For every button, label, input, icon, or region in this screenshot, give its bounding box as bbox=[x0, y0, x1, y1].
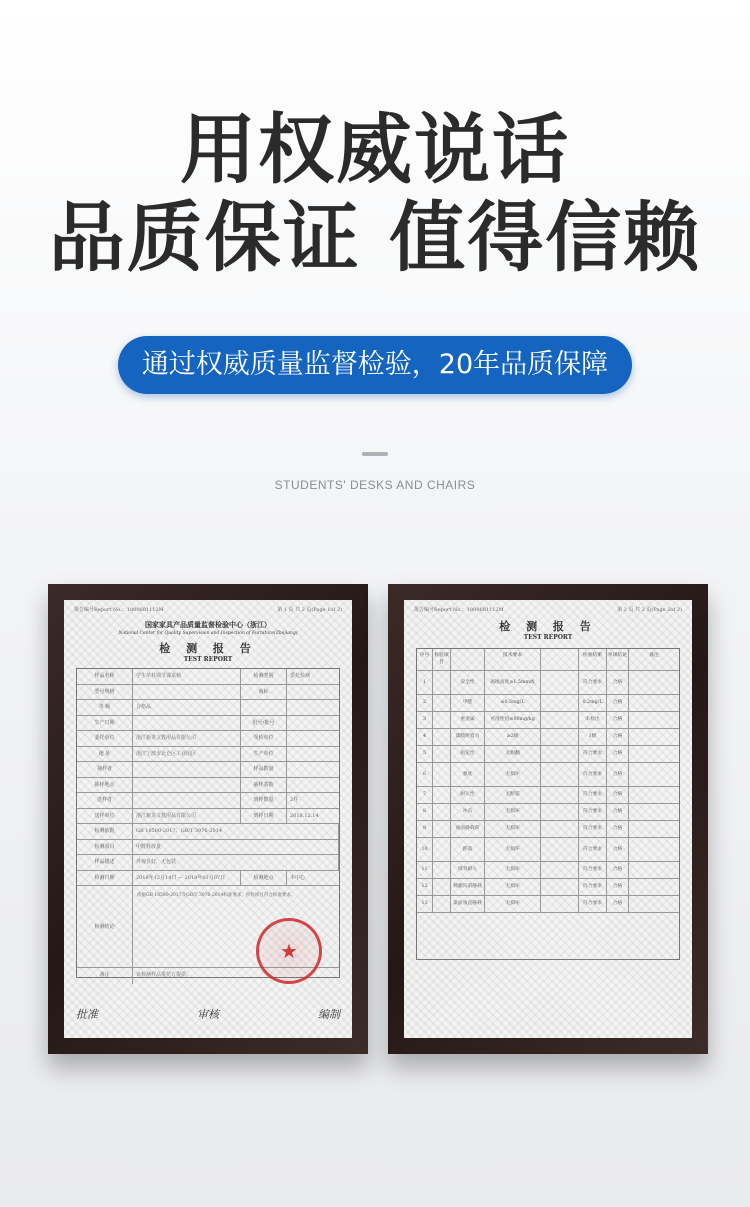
form-key: 抽样地点 bbox=[77, 778, 133, 793]
form-row bbox=[77, 700, 339, 716]
right-certificate-paper bbox=[404, 600, 692, 1038]
form-row bbox=[77, 762, 339, 778]
form-value: 学生单柱调节课桌椅 bbox=[133, 669, 241, 684]
form-value bbox=[133, 716, 241, 731]
table-cell bbox=[433, 787, 451, 803]
form-value bbox=[133, 762, 241, 777]
table-cell bbox=[433, 729, 451, 745]
table-cell: 合格 bbox=[607, 746, 629, 762]
table-cell: 合格 bbox=[607, 763, 629, 786]
form-row bbox=[77, 731, 339, 747]
form-key: 送样单位 bbox=[77, 809, 133, 824]
form-row bbox=[77, 809, 339, 825]
headline-line1: 用权威说话 bbox=[180, 105, 570, 194]
table-cell bbox=[433, 671, 451, 694]
right-certificate-frame bbox=[388, 584, 708, 1054]
form-key: 生产日期 bbox=[77, 716, 133, 731]
table-cell: 0.2mg/L bbox=[579, 695, 607, 711]
conclusion-text: 依据GB 18580-2017及GB/T 3976-2014标准要求，所检项目符合标准要求。 bbox=[137, 893, 296, 898]
table-cell bbox=[629, 821, 679, 837]
table-cell bbox=[433, 862, 451, 878]
form-key: 检测类别 bbox=[241, 669, 287, 684]
form-key: 地 址 bbox=[77, 747, 133, 762]
table-cell: 12 bbox=[417, 879, 433, 895]
table-cell: 合格 bbox=[607, 879, 629, 895]
form-key: 商标 bbox=[241, 685, 287, 700]
form-value bbox=[133, 793, 241, 808]
form-key: 受检单位 bbox=[241, 731, 287, 746]
left-certificate-frame bbox=[48, 584, 368, 1054]
table-cell: 椅腿向前静载 bbox=[451, 879, 485, 895]
table-cell: 椅背耐久 bbox=[451, 862, 485, 878]
table-cell bbox=[433, 763, 451, 786]
table-cell: 符合要求 bbox=[579, 787, 607, 803]
form-key: 样品数量 bbox=[241, 762, 287, 777]
form-value bbox=[287, 716, 339, 731]
table-cell bbox=[541, 838, 579, 861]
table-cell: 2 bbox=[417, 695, 433, 711]
conclusion-label: 检测结论 bbox=[77, 886, 133, 967]
form-row bbox=[77, 824, 339, 840]
table-cell bbox=[541, 862, 579, 878]
form-value: 外观良好，无包装 bbox=[133, 855, 339, 870]
table-cell: 安全性 bbox=[451, 671, 485, 694]
form-row bbox=[77, 871, 339, 887]
table-cell: ≥2级 bbox=[485, 729, 541, 745]
table-cell: 13 bbox=[417, 896, 433, 912]
table-header-cell bbox=[451, 649, 485, 670]
form-value: 甲醛释放量 bbox=[133, 840, 339, 855]
form-key: 型号规格 bbox=[77, 685, 133, 700]
table-row bbox=[417, 804, 679, 821]
form-key: 检测日期 bbox=[77, 871, 133, 886]
table-cell: 座面静载荷 bbox=[451, 821, 485, 837]
table-cell: 离地高度≥1.5mm或 bbox=[485, 671, 541, 694]
section-subtitle: STUDENTS' DESKS AND CHAIRS bbox=[274, 478, 476, 492]
table-cell: 符合要求 bbox=[579, 879, 607, 895]
left-report-title: 检 测 报 告 bbox=[159, 642, 257, 655]
table-cell: ≤0.5mg/L bbox=[485, 695, 541, 711]
table-cell: 无断裂 bbox=[485, 787, 541, 803]
form-row bbox=[77, 716, 339, 732]
form-key: 检测地点 bbox=[241, 871, 287, 886]
form-key: 样品名称 bbox=[77, 669, 133, 684]
table-cell: 1级 bbox=[579, 729, 607, 745]
table-cell: 无损坏 bbox=[485, 804, 541, 820]
table-cell: 符合要求 bbox=[579, 862, 607, 878]
table-cell bbox=[433, 804, 451, 820]
table-header-cell: 检验结果 bbox=[579, 649, 607, 670]
table-row bbox=[417, 695, 679, 712]
table-cell bbox=[541, 729, 579, 745]
table-cell bbox=[433, 879, 451, 895]
right-report-title-en: TEST REPORT bbox=[523, 634, 573, 641]
table-cell: 符合要求 bbox=[579, 838, 607, 861]
table-cell: 合格 bbox=[607, 838, 629, 861]
table-cell bbox=[629, 746, 679, 762]
table-cell bbox=[541, 763, 579, 786]
table-row bbox=[417, 879, 679, 896]
signature-row bbox=[76, 998, 340, 1022]
table-row bbox=[417, 763, 679, 787]
table-cell: 符合要求 bbox=[579, 804, 607, 820]
table-row bbox=[417, 671, 679, 695]
form-key: 委托单位 bbox=[77, 731, 133, 746]
form-value bbox=[133, 778, 241, 793]
form-value bbox=[287, 731, 339, 746]
form-value: 浙江新龙文教用品有限公司 bbox=[133, 731, 241, 746]
remarks-label: 备注 bbox=[77, 968, 133, 984]
table-cell bbox=[629, 879, 679, 895]
form-value bbox=[287, 778, 339, 793]
table-cell: 1 bbox=[417, 671, 433, 694]
table-header-cell: 检验项目 bbox=[433, 649, 451, 670]
divider-dash bbox=[362, 452, 388, 456]
table-header-cell: 技术要求 bbox=[485, 649, 541, 670]
form-value bbox=[287, 700, 339, 715]
approved-signature: 批准 bbox=[76, 1008, 98, 1021]
table-cell: 漆膜附着力 bbox=[451, 729, 485, 745]
form-row bbox=[77, 685, 339, 701]
table-cell: 11 bbox=[417, 862, 433, 878]
table-cell bbox=[541, 746, 579, 762]
table-cell: 9 bbox=[417, 821, 433, 837]
table-cell: 符合要求 bbox=[579, 763, 607, 786]
form-key: 等 级 bbox=[77, 700, 133, 715]
table-body bbox=[417, 671, 679, 913]
table-cell: 合格 bbox=[607, 787, 629, 803]
table-cell bbox=[541, 879, 579, 895]
table-cell: 重金属 bbox=[451, 712, 485, 728]
table-cell: 桌面垂直静载 bbox=[451, 896, 485, 912]
left-center-name-en: National Center for Quality Supervision and Inspection of Furniture(Zhejiang) bbox=[118, 631, 298, 636]
table-cell bbox=[541, 712, 579, 728]
table-header-row bbox=[417, 649, 679, 671]
form-key: 抽样者 bbox=[77, 762, 133, 777]
table-cell: 符合要求 bbox=[579, 896, 607, 912]
table-cell: 跌落 bbox=[451, 838, 485, 861]
table-cell: 耐久性 bbox=[451, 787, 485, 803]
form-value bbox=[287, 762, 339, 777]
table-cell: 7 bbox=[417, 787, 433, 803]
table-header-cell bbox=[541, 649, 579, 670]
form-value bbox=[287, 685, 339, 700]
table-cell: 无损坏 bbox=[485, 821, 541, 837]
form-value: 本中心 bbox=[290, 874, 306, 881]
results-table bbox=[416, 648, 680, 960]
table-row bbox=[417, 862, 679, 879]
form-value: 浙江宁波市北仑区工业园区 bbox=[133, 747, 241, 762]
seal-star-icon: ★ bbox=[280, 939, 298, 963]
table-cell: 冲击 bbox=[451, 804, 485, 820]
table-cell: 强度 bbox=[451, 763, 485, 786]
right-ref-line bbox=[414, 606, 682, 613]
table-cell bbox=[541, 804, 579, 820]
left-report-title-en: TEST REPORT bbox=[183, 656, 233, 663]
form-row bbox=[77, 855, 339, 871]
table-cell bbox=[541, 671, 579, 694]
table-cell: 10 bbox=[417, 838, 433, 861]
table-cell bbox=[629, 804, 679, 820]
table-cell bbox=[433, 712, 451, 728]
right-report-no: 报告编号Report No.：1800681112M bbox=[414, 607, 504, 613]
table-cell bbox=[629, 896, 679, 912]
table-header-cell: 序号 bbox=[417, 649, 433, 670]
table-cell bbox=[433, 746, 451, 762]
table-cell bbox=[541, 695, 579, 711]
headline-line2: 品质保证 值得信赖 bbox=[48, 193, 702, 282]
form-value: 浙江新龙文教用品有限公司 bbox=[133, 809, 241, 824]
left-certificate-paper bbox=[64, 600, 352, 1038]
form-value: 2018.12.14 bbox=[290, 812, 319, 819]
official-seal-stamp bbox=[256, 918, 322, 984]
table-cell: 合格 bbox=[607, 695, 629, 711]
table-cell: 合格 bbox=[607, 712, 629, 728]
left-report-no: 报告编号Report No.：1800681112M bbox=[74, 607, 164, 613]
form-value: 2件 bbox=[290, 797, 299, 803]
table-row bbox=[417, 821, 679, 838]
table-cell: 合格 bbox=[607, 804, 629, 820]
left-ref-line bbox=[74, 606, 342, 613]
table-cell bbox=[629, 862, 679, 878]
form-key: 抽样基数 bbox=[241, 778, 287, 793]
table-cell: 5 bbox=[417, 746, 433, 762]
table-cell bbox=[629, 695, 679, 711]
table-cell: 合格 bbox=[607, 729, 629, 745]
table-cell: 无倾翻 bbox=[485, 746, 541, 762]
table-cell: 无损坏 bbox=[485, 896, 541, 912]
form-row bbox=[77, 778, 339, 794]
form-key: 生产单位 bbox=[241, 747, 287, 762]
form-key: 送样者 bbox=[77, 793, 133, 808]
table-cell bbox=[629, 671, 679, 694]
table-cell: 6 bbox=[417, 763, 433, 786]
compiled-signature: 编制 bbox=[318, 1008, 340, 1021]
table-cell bbox=[541, 787, 579, 803]
form-row bbox=[77, 669, 339, 685]
table-row bbox=[417, 712, 679, 729]
table-cell bbox=[541, 821, 579, 837]
table-row bbox=[417, 838, 679, 862]
table-cell: 合格 bbox=[607, 671, 629, 694]
table-cell bbox=[629, 763, 679, 786]
form-key: 到样日期 bbox=[241, 809, 287, 824]
table-cell bbox=[629, 787, 679, 803]
left-page-no: 第 1 页 共 2 页(Page 1of 2) bbox=[277, 607, 342, 613]
form-key bbox=[241, 700, 287, 715]
form-row bbox=[77, 840, 339, 856]
table-cell: 8 bbox=[417, 804, 433, 820]
remarks-text: 该检测样品委托方提供。 bbox=[136, 972, 192, 978]
right-report-title: 检 测 报 告 bbox=[499, 620, 597, 633]
table-cell bbox=[629, 838, 679, 861]
table-cell: 无损坏 bbox=[485, 879, 541, 895]
form-value: GB 18580-2017、GB/T 3976-2014 bbox=[133, 824, 339, 839]
table-cell bbox=[433, 838, 451, 861]
checked-signature: 审核 bbox=[197, 1008, 219, 1021]
table-cell: 符合要求 bbox=[579, 746, 607, 762]
form-key: 样品描述 bbox=[77, 855, 133, 870]
table-row bbox=[417, 729, 679, 746]
table-cell: 4 bbox=[417, 729, 433, 745]
form-value bbox=[133, 685, 241, 700]
form-value bbox=[287, 747, 339, 762]
form-key: 检测依据 bbox=[77, 824, 133, 839]
table-cell: 可溶性铅≤90mg/kg bbox=[485, 712, 541, 728]
table-cell bbox=[541, 896, 579, 912]
table-cell bbox=[433, 695, 451, 711]
table-cell bbox=[433, 896, 451, 912]
table-cell: 稳定性 bbox=[451, 746, 485, 762]
form-value: 合格品 bbox=[133, 700, 241, 715]
table-cell: 3 bbox=[417, 712, 433, 728]
table-header-cell: 单项结论 bbox=[607, 649, 629, 670]
table-row bbox=[417, 746, 679, 763]
form-value: 2018年12月14日 — 2019年01月07日 bbox=[133, 871, 241, 886]
table-cell: 符合要求 bbox=[579, 671, 607, 694]
form-key: 到样数量 bbox=[241, 793, 287, 808]
form-row bbox=[77, 747, 339, 763]
table-cell: 无损坏 bbox=[485, 862, 541, 878]
table-cell: 无损坏 bbox=[485, 763, 541, 786]
table-row bbox=[417, 896, 679, 913]
table-cell bbox=[433, 821, 451, 837]
quality-badge: 通过权威质量监督检验，20年品质保障 bbox=[118, 336, 632, 394]
form-row bbox=[77, 793, 339, 809]
table-cell: 合格 bbox=[607, 896, 629, 912]
form-key: 批号/批号 bbox=[241, 716, 287, 731]
table-header-cell: 备注 bbox=[649, 653, 659, 658]
right-page-no: 第 2 页 共 2 页(Page 2of 2) bbox=[617, 607, 682, 613]
table-cell bbox=[629, 729, 679, 745]
table-cell: 合格 bbox=[607, 821, 629, 837]
table-cell: 合格 bbox=[607, 862, 629, 878]
form-key: 检测项目 bbox=[77, 840, 133, 855]
table-cell: 符合要求 bbox=[579, 821, 607, 837]
left-center-name: 国家家具产品质量监督检验中心（浙江） bbox=[145, 620, 271, 629]
table-cell: 未检出 bbox=[579, 712, 607, 728]
table-row bbox=[417, 787, 679, 804]
table-cell bbox=[629, 712, 679, 728]
table-cell: 甲醛 bbox=[451, 695, 485, 711]
table-cell: 无损坏 bbox=[485, 838, 541, 861]
form-value: 委托检测 bbox=[290, 673, 311, 679]
